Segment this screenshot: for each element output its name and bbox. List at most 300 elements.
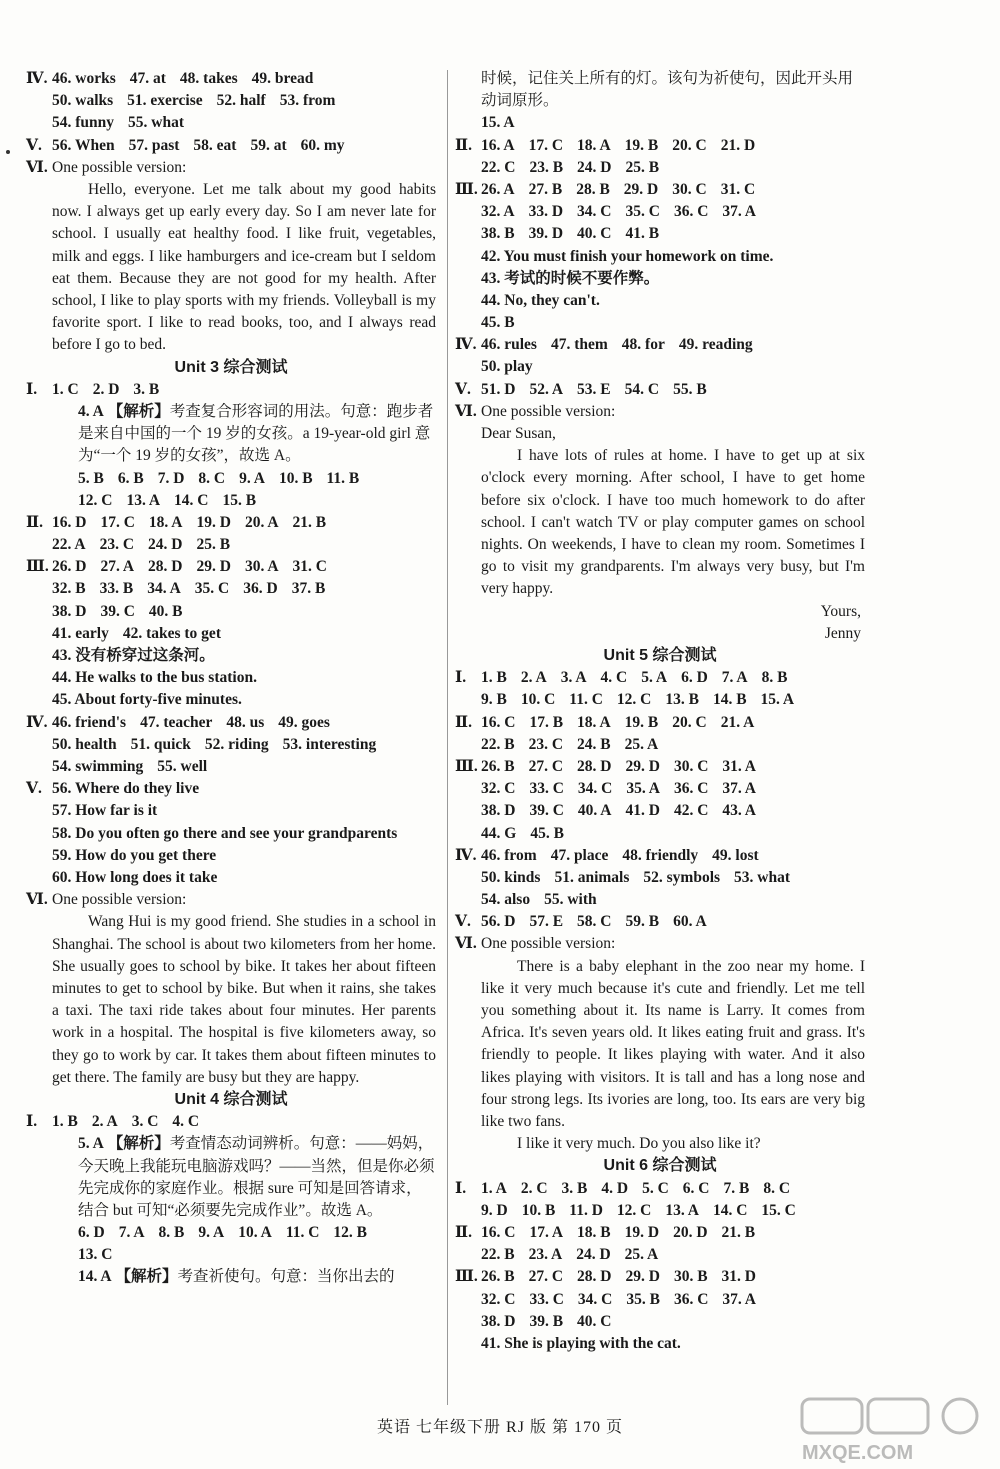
answer-item: 50. walks [52,92,114,110]
answer-item: 31. C [720,180,756,198]
answer-item: 6. B [117,469,144,487]
answer-row: Ⅳ. 46. rules 47. them 48. for 49. reading [455,336,753,354]
watermark-logo [800,1395,995,1465]
answer-row: Ⅴ. 56. When 57. past 58. eat 59. at 60. my [26,136,345,154]
answer-item: 25. B [196,536,231,554]
answer-item: 51. D [481,380,516,398]
answer-item: 32. B [52,580,86,598]
left-column [26,68,436,1289]
answer-item: 33. B [99,580,134,598]
answer-row: 44. No, they can't. [481,291,600,309]
answer-item: 21. B [721,1224,756,1242]
answer-item: 48. friendly [622,846,699,864]
answer-item: 39. C [100,602,135,620]
answer-item: 1. B [52,1113,78,1131]
answer-item: 40. A [577,802,612,820]
answer-row: Ⅱ. 16. D 17. C 18. A 19. D 20. A 21. B [26,513,327,531]
answer-item: 3. B [133,380,160,398]
answer-item: 29. D [623,180,659,198]
answer-item: 2. C [520,1179,548,1197]
answer-item: 46. rules [481,336,537,354]
answer-item: 12. C [78,491,113,509]
answer-group [52,603,183,620]
answer-item: 59. at [250,136,287,154]
answer-row: Ⅲ. 26. D 27. A 28. D 29. D 30. A 31. C [26,558,327,576]
answer-item: 39. B [529,1312,564,1330]
answer-item: 24. D [576,1246,611,1264]
answer-item: 47. teacher [140,713,213,731]
answer-item: 22. B [481,735,515,753]
answer-row: 58. Do you often go there and see your grandparents [52,824,398,842]
answer-item: 12. C [616,1201,652,1219]
answer-item: 36. C [673,1290,709,1308]
answer-row [455,800,865,822]
answer-row [26,578,436,600]
essay-elephant: There is a baby elephant in the zoo near my home. I like it very much because it's cute and friendly. Let me tell you something about it. Its name is Larry. It comes from Africa. It's seven years old. It likes eating fruit and grass. It's friendly to people. It likes playing with water. And it also likes playing with visitors. It is tall and has a long nose and four strong legs. Its ivories are long, too. Its ears are very big like two fans. I like it very much. Do you also like it? [481,957,865,1153]
answer-item: 41. early [52,624,109,642]
page-footer: 英语 七年级下册 RJ 版 第 170 页 [377,1419,623,1436]
answer-item: 28. D [148,558,183,576]
answer-row: Ⅳ. 46. friend's 47. teacher 48. us 49. goes [26,713,330,731]
answer-item: 15. C [761,1201,796,1219]
answer-item: 1. A [481,1179,507,1197]
answer-item: 27. A [100,558,135,576]
answer-item: 12. B [333,1224,368,1242]
answer-item: 24. D [577,158,612,176]
answer-row: 60. How long does it take [52,868,218,886]
answer-item: 20. C [672,136,707,154]
answer-item: 55. B [673,380,707,398]
answer-row: 57. How far is it [52,802,158,820]
stray-dot [6,150,10,154]
answer-item: 43. A [722,802,756,820]
answer-group [481,669,787,686]
answer-item: 21. A [720,713,755,731]
answer-item: 38. D [481,1312,516,1330]
answer-row [455,157,865,179]
answer-item: 33. D [528,203,564,221]
answer-item: 32. A [481,203,515,221]
unit-title: Unit 4 综合测试 [174,1090,288,1108]
answer-item: 57. E [529,913,564,931]
answer-item: 14. B [712,691,747,709]
answer-item: 53. from [279,92,336,110]
answer-item: 19. B [624,713,659,731]
answer-row [26,112,436,134]
answer-group [481,1313,612,1330]
answer-item: 16. D [52,513,87,531]
answer-item: 49. lost [712,846,759,864]
answer-item: 10. B [521,1201,556,1219]
answer-item: 7. A [118,1224,145,1242]
answer-item: 50. kinds [481,868,541,886]
answer-item: 35. C [625,203,660,221]
answer-item: 25. A [624,735,659,753]
answer-item: 27. C [528,1268,564,1286]
answer-item: 3. A [560,669,587,687]
answer-item: 31. A [722,757,756,775]
answer-item: 45. B [530,824,564,842]
answer-group [481,825,564,842]
answer-item: 2. A [520,669,547,687]
answer-row [455,867,865,889]
answer-item: 54. C [624,380,660,398]
answer-item: 5. B [78,469,104,487]
answer-row [26,601,436,623]
answer-item: 51. animals [554,868,630,886]
answer-item: 34. C [577,203,612,221]
answer-group [481,381,707,398]
answer-item: 11. B [326,469,360,487]
answer-group [78,470,359,487]
watermark-text: MXQE.COM [802,1442,914,1464]
answer-item: 46. friend's [52,713,127,731]
answer-item: 37. A [722,780,756,798]
answer-row [455,1289,865,1311]
answer-row [455,778,865,800]
answer-group [52,580,325,597]
answer-row: Ⅰ. 1. B 2. A 3. A 4. C 5. A 6. D 7. A 8. B [455,669,788,687]
answer-row: 41. She is playing with the cat. [481,1334,681,1352]
answer-item: 13. A [126,491,161,509]
answer-item: 29. D [196,558,231,576]
answer-row: Ⅵ. One possible version: [455,402,616,420]
answer-item: 37. A [722,203,756,221]
essay-habits: Hello, everyone. Let me talk about my good habits now. I always get up early every day. So I am never late for school. I usually eat healthy food. I like fruit, vegetables, milk and eggs. I like hamburgers and ice-cream but I seldom eat them. Because they are not good for my health. After school, I like to play sports with my friends. Volleyball is my favorite sport. I like to read books, too, and I always read before I go to bed. [52,180,436,354]
answer-item: 57. past [128,136,180,154]
unit-title: Unit 6 综合测试 [603,1157,717,1175]
answer-item: 10. A [238,1224,272,1242]
explanation-continued: 时候，记住关上所有的灯。该句为祈使句，因此开头用动词原形。 [481,70,854,110]
answer-item: 11. D [569,1201,603,1219]
answer-item: 4. C [172,1113,200,1131]
answer-item: 9. A [239,469,265,487]
answer-item: 16. C [481,1224,516,1242]
answer-item: 42. C [673,802,709,820]
answer-row [26,90,436,112]
answer-item: 28. D [577,757,612,775]
answer-row: Ⅴ. 56. D 57. E 58. C 59. B 60. A [455,913,707,931]
answer-row [455,1311,865,1333]
answer-group [481,1246,658,1263]
answer-item: 38. D [52,602,87,620]
answer-item: 5. A [641,669,668,687]
answer-item: 26. B [481,1268,515,1286]
answer-item: 19. D [624,1224,660,1242]
answer-item: 32. C [481,1290,516,1308]
answer-row: 50. play [481,358,533,376]
answer-group [52,1113,199,1130]
answer-group [52,514,326,531]
answer-item: 29. D [625,757,660,775]
answer-item: 53. what [734,868,791,886]
answer-item: 32. C [481,780,516,798]
answer-item: 56. D [481,913,516,931]
answer-item: 35. A [626,780,660,798]
answer-item: 30. C [673,757,709,775]
answer-group [52,536,230,553]
answer-row: Ⅱ. 16. A 17. C 18. A 19. B 20. C 21. D [455,136,756,154]
answer-item: 19. D [196,513,231,531]
answer-item: 35. C [194,580,230,598]
answer-item: 34. A [147,580,181,598]
answer-group [52,137,345,154]
answer-item: 40. C [577,225,612,243]
answer-item: 14. C [174,491,209,509]
answer-item: 34. C [577,780,613,798]
answer-item: 48. for [621,336,665,354]
answer-item: 6. D [681,669,708,687]
answer-row: Ⅱ. 16. C 17. B 18. A 19. B 20. C 21. A [455,713,755,731]
answer-item: 54. funny [52,114,115,132]
answer-item: 49. reading [678,336,753,354]
answer-row: 59. How do you get there [52,846,217,864]
answer-group [481,1202,796,1219]
answer-item: 8. B [761,669,788,687]
answer-item: 36. C [673,203,709,221]
answer-item: 11. C [285,1224,320,1242]
answer-item: 16. C [481,713,516,731]
answer-item: 15. A [760,691,795,709]
answer-item: 58. C [577,913,612,931]
answer-row: 42. You must finish your homework on time. [481,247,774,265]
answer-row: Ⅳ. 46. works 47. at 48. takes 49. bread [26,70,314,87]
answer-item: 6. D [78,1224,105,1242]
answer-row [455,823,865,845]
answer-group [481,691,794,708]
answer-item: 7. B [723,1179,750,1197]
answer-item: 2. A [91,1113,118,1131]
answer-item: 3. C [131,1113,159,1131]
answer-item: 18. A [148,513,183,531]
answer-group [481,1291,756,1308]
answer-item: 26. D [52,558,87,576]
answer-item: 9. D [481,1201,508,1219]
answer-row: Ⅱ. 16. C 17. A 18. B 19. D 20. D 21. B [455,1224,756,1242]
answer-item: 59. B [625,913,660,931]
answer-item: 28. B [576,180,610,198]
answer-row: Ⅰ. 1. B 2. A 3. C 4. C [26,1113,200,1131]
answer-item: 50. health [52,735,117,753]
answer-row: 43. 考试的时候不要作弊。 [481,269,660,287]
answer-item: 54. also [481,891,531,909]
answer-item: 41. D [625,802,660,820]
answer-item: 53. interesting [282,735,377,753]
answer-item: 23. A [528,1246,563,1264]
answer-item: 46. from [481,846,537,864]
answer-item: 22. C [481,158,516,176]
answer-item: 23. C [99,536,135,554]
answer-item: 51. quick [130,735,191,753]
answer-item: 29. D [625,1268,660,1286]
answer-item: 16. A [481,136,515,154]
answer-row [26,756,436,778]
answer-item: 60. A [673,913,707,931]
answer-item: 14. C [712,1201,748,1219]
answer-item: 6. C [682,1179,710,1197]
answer-row: Ⅳ. 46. from 47. place 48. friendly 49. lost [455,846,759,864]
answer-item: 52. symbols [643,868,721,886]
answer-item: 51. exercise [127,92,203,110]
answer-item: 37. A [722,1290,756,1308]
answer-item: 33. C [529,1290,564,1308]
answer-group [52,758,207,775]
answer-item: 4. D [601,1179,629,1197]
answer-group [52,70,313,87]
answer-item: 27. B [528,180,563,198]
essay-friend: Wang Hui is my good friend. She studies in a school in Shanghai. The school is about two kilometers from her home. She usually goes to school by bike. It takes her about fifteen minutes to get to school by bike. But when it rains, she takes a taxi. The taxi ride takes about four minutes. Her parents work in a hospital. The hospital is five kilometers away, so they go to work by car. It takes them about fifteen minutes to get there. The family are busy but they are happy. [52,913,436,1086]
answer-item: 31. D [721,1268,756,1286]
explanation: 5. A 【解析】考查情态动词辨析。句意：——妈妈，今天晚上我能玩电脑游戏吗？——当然，但是你必须先完成你的家庭作业。根据 sure 可知是回答请求，结合 but 可知“必须要先完成作业”。故选 A。 [78,1135,435,1219]
answer-item: 56. When [52,136,115,154]
answer-group [52,381,159,398]
answer-item: 25. A [624,1246,659,1264]
answer-item: 34. C [577,1290,613,1308]
answer-item: 19. B [624,136,659,154]
answer-group [481,802,756,819]
answer-row [26,468,436,490]
answer-item: 26. B [481,757,515,775]
answer-group [481,137,755,154]
answer-item: 8. B [158,1224,185,1242]
answer-item: 21. D [720,136,756,154]
answer-item: 25. B [625,158,660,176]
answer-item: 15. B [222,491,257,509]
answer-row [26,623,436,645]
answer-item: 54. swimming [52,757,144,775]
answer-item: 3. B [561,1179,588,1197]
answer-item: 30. C [672,180,707,198]
answer-item: 23. B [529,158,564,176]
answer-item: 39. D [528,225,564,243]
answer-row: 15. A [481,114,515,132]
answer-item: 47. them [550,336,608,354]
answer-item: 36. D [243,580,278,598]
answer-item: 5. C [642,1179,669,1197]
answer-row: 45. B [481,314,515,332]
answer-group [52,92,335,109]
answer-item: 18. A [577,713,611,731]
answer-item: 53. E [577,380,611,398]
answer-item: 47. place [550,846,609,864]
answer-row [26,490,436,512]
answer-item: 52. half [216,92,266,110]
column-divider [447,70,448,1405]
answer-group [78,492,256,509]
answer-item: 17. A [529,1224,564,1242]
answer-group [481,1224,755,1241]
answer-row [455,223,865,245]
answer-item: 55. well [157,757,208,775]
answer-row: 13. C [78,1246,113,1264]
answer-row [455,201,865,223]
answer-item: 13. B [665,691,699,709]
answer-row: Ⅴ. 51. D 52. A 53. E 54. C 55. B [455,380,707,398]
answer-item: 22. B [481,1246,515,1264]
answer-item: 47. at [129,70,166,87]
answer-group [481,1180,790,1197]
answer-item: 8. C [198,469,226,487]
answer-item: 35. B [626,1290,660,1308]
answer-item: 48. us [226,713,265,731]
answer-item: 9. B [481,691,507,709]
answer-item: 24. D [148,536,183,554]
answer-item: 17. B [529,713,564,731]
answer-row: Ⅵ. One possible version: [26,158,187,176]
answer-item: 1. C [52,380,79,398]
answer-item: 9. A [198,1224,225,1242]
answer-row: Ⅵ. One possible version: [455,935,616,953]
answer-row: Ⅲ. 26. B 27. C 28. D 29. D 30. C 31. A [455,757,756,775]
answer-group [481,181,755,198]
unit-title: Unit 3 综合测试 [174,358,288,376]
right-column [455,68,865,1355]
answer-item: 17. C [100,513,135,531]
answer-group [481,913,707,930]
answer-item: 20. D [673,1224,708,1242]
answer-group [481,714,754,731]
answer-item: 38. D [481,802,516,820]
answer-item: 10. B [278,469,313,487]
answer-row: Ⅰ. 1. A 2. C 3. B 4. D 5. C 6. C 7. B 8. C [455,1179,791,1197]
answer-row [455,734,865,756]
answer-item: 30. A [244,558,279,576]
answer-row [455,1200,865,1222]
answer-item: 18. A [577,136,611,154]
answer-item: 10. C [520,691,556,709]
answer-group [481,869,790,886]
answer-group [481,891,597,908]
unit-title: Unit 5 综合测试 [603,647,717,665]
answer-item: 55. what [128,114,185,132]
answer-row [455,689,865,711]
answer-item: 52. A [529,380,564,398]
answer-group [52,625,221,642]
answer-group [481,159,659,176]
answer-group [481,847,759,864]
answer-row: 45. About forty-five minutes. [52,691,242,709]
answer-group [481,780,756,797]
answer-item: 40. B [148,602,183,620]
answer-item: 4. C [600,669,628,687]
answer-item: 27. C [528,757,564,775]
answer-item: 41. B [625,225,660,243]
answer-group [481,758,756,775]
answer-row [26,734,436,756]
answer-group [52,736,376,753]
answer-item: 7. D [157,469,185,487]
answer-item: 1. B [481,669,507,687]
answer-item: 20. A [244,513,279,531]
answer-group [481,1268,756,1285]
answer-row: Ⅴ. 56. Where do they live [26,780,200,798]
answer-item: 52. riding [204,735,269,753]
letter-body: I have lots of rules at home. I have to get up at six o'clock every morning. After school, I have to get home before six o'clock. I have too much homework to do after school. I can't watch TV or play computer games on school nights. On weekends, I have to clean my room. Sometimes I go to visit my grandparents. I'm always very busy, but I'm very happy. [481,447,865,598]
answer-item: 44. G [481,824,517,842]
letter-closing: Yours, [820,602,861,620]
letter-signature: Jenny [824,624,861,642]
answer-row: Ⅲ. 26. A 27. B 28. B 29. D 30. C 31. C [455,180,756,198]
answer-item: 33. C [529,780,564,798]
letter-greeting: Dear Susan, [481,425,556,443]
answer-group [52,114,184,131]
answer-item: 12. C [616,691,652,709]
answer-item: 8. C [763,1179,791,1197]
answer-item: 46. works [52,70,116,87]
answer-item: 55. with [544,891,597,909]
answer-group [52,558,327,575]
explanation: 14. A 【解析】考查祈使句。句意：当你出去的 [78,1268,395,1286]
